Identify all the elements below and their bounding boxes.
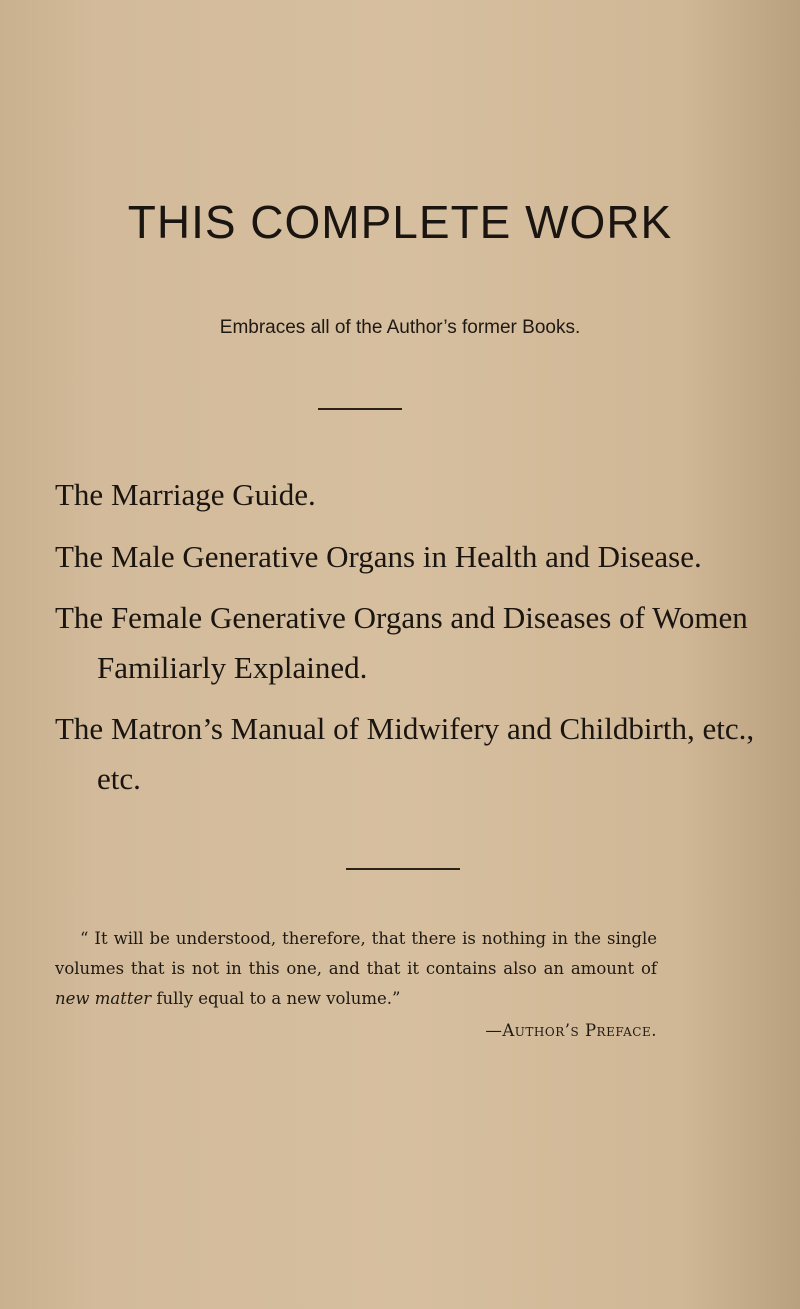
quote-emphasis: new matter <box>55 989 152 1008</box>
divider-bottom <box>346 868 460 870</box>
divider-top <box>318 408 402 410</box>
book-title: The Male Generative Organs in Health and Disease. <box>55 538 702 574</box>
page-title: THIS COMPLETE WORK <box>127 196 673 248</box>
quote-part-2: fully equal to a new volume.” <box>151 989 401 1008</box>
book-title: The Marriage Guide. <box>55 477 316 512</box>
quote-part-1: “ It will be understood, therefore, that there is nothing in the single volumes that is not in this one, and that it contains also an amount of <box>55 929 657 978</box>
preface-quote <box>55 924 657 1046</box>
book-title: The Female Generative Organs and Diseases of Women Familiarly Explained. <box>55 600 748 685</box>
quote-attribution: —Author’s Preface. <box>485 1021 657 1040</box>
book-title: The Matron’s Manual of Midwifery and Childbirth, etc., etc. <box>55 711 755 796</box>
quote-text <box>55 924 657 1014</box>
subtitle: Embraces all of the Author’s former Books. <box>219 317 581 338</box>
book-list <box>55 470 775 816</box>
